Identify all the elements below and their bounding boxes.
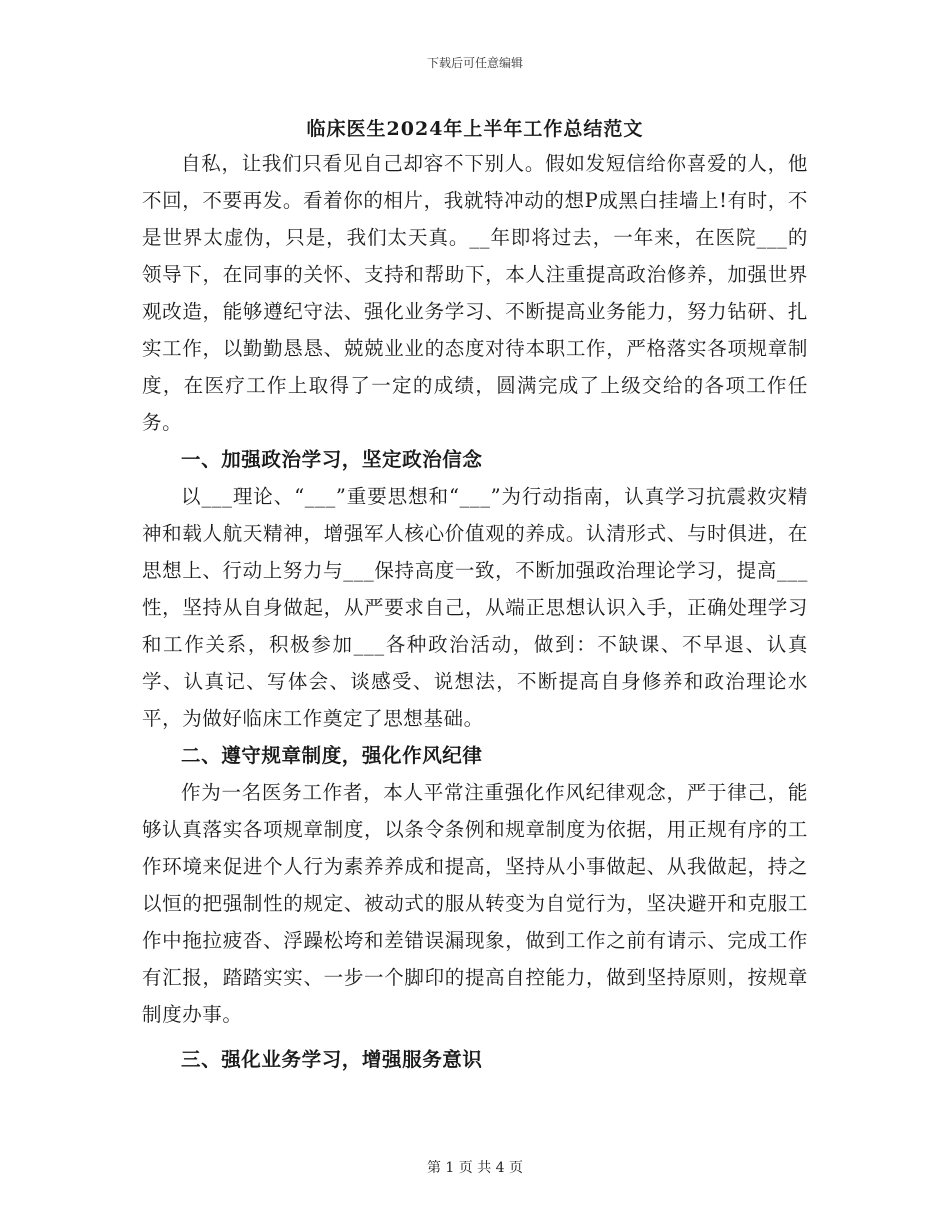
section-heading-3: 三、强化业务学习，增强服务意识	[181, 1048, 483, 1071]
document-body	[142, 145, 808, 1078]
document-title: 临床医生2024年上半年工作总结范文	[306, 118, 644, 140]
section-body-2: 作为一名医务工作者，本人平常注重强化作风纪律观念，严于律己，能够认真落实各项规章制度，以条令条例和规章制度为依据，用正规有序的工作环境来促进个人行为素养养成和提高，坚持从小事做起、从我做起，持之以恒的把强制性的规定、被动式的服从转变为自觉行为，坚决避开和克服工作中拖拉疲沓、浮躁松垮和差错误漏现象，做到工作之前有请示、完成工作有汇报，踏踏实实、一步一个脚印的提高自控能力，做到坚持原则，按规章制度办事。	[142, 781, 808, 1026]
intro-paragraph: 自私，让我们只看见自己却容不下别人。假如发短信给你喜爱的人，他不回，不要再发。看着你的相片，我就特冲动的想P成黑白挂墙上!有时，不是世界太虚伪，只是，我们太天真。__年即将过去，一年来，在医院___的领导下，在同事的关怀、支持和帮助下，本人注重提高政治修养，加强世界观改造，能够遵纪守法、强化业务学习、不断提高业务能力，努力钻研、扎实工作，以勤勤恳恳、兢兢业业的态度对待本职工作，严格落实各项规章制度，在医疗工作上取得了一定的成绩，圆满完成了上级交给的各项工作任务。	[142, 152, 808, 434]
header-note: 下载后可任意编辑	[426, 56, 523, 70]
section-body-1: 以___理论、“___”重要思想和“___”为行动指南，认真学习抗震救灾精神和载人航天精神，增强军人核心价值观的养成。认清形式、与时俱进，在思想上、行动上努力与___保持高度一致，不断加强政治理论学习，提高___性，坚持从自身做起，从严要求自己，从端正思想认识入手，正确处理学习和工作关系，积极参加___各种政治活动，做到：不缺课、不早退、认真学、认真记、写体会、谈感受、说想法，不断提高自身修养和政治理论水平，为做好临床工作奠定了思想基础。	[142, 485, 808, 730]
page-footer: 第 1 页 共 4 页	[426, 1160, 524, 1176]
section-heading-2: 二、遵守规章制度，强化作风纪律	[181, 744, 483, 767]
section-heading-1: 一、加强政治学习，坚定政治信念	[181, 448, 483, 471]
